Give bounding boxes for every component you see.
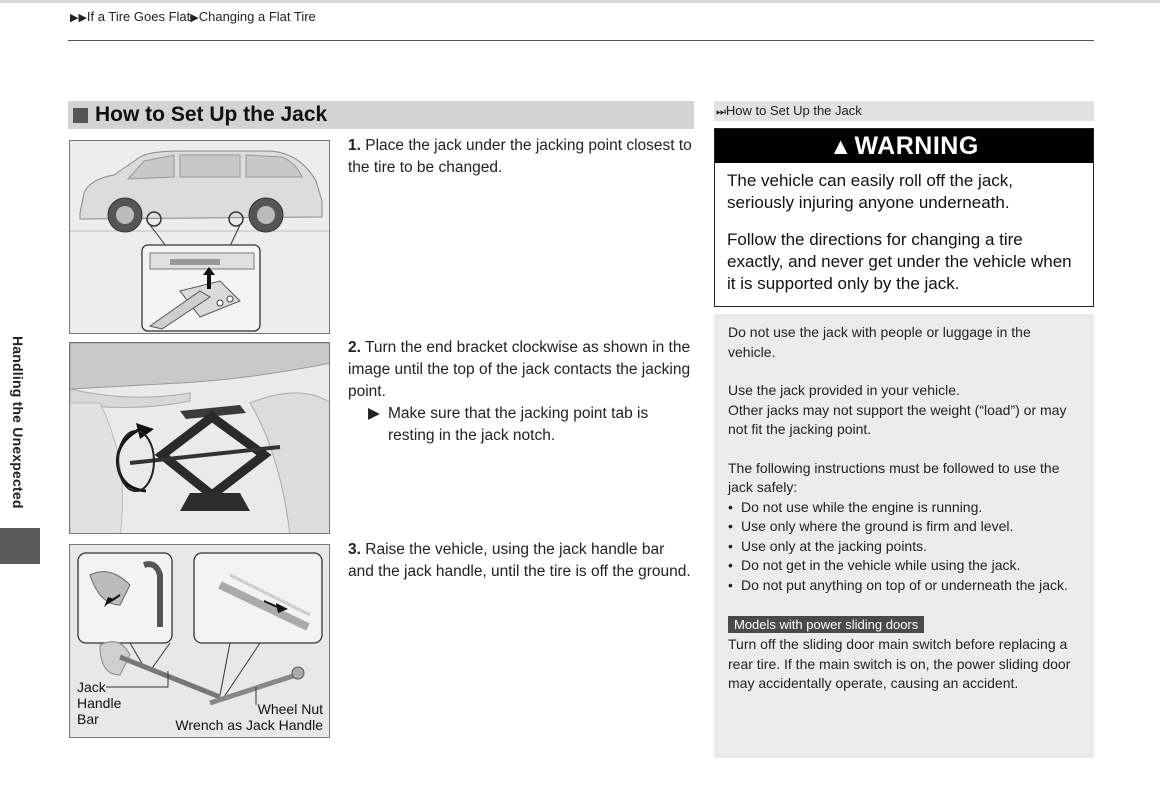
top-border bbox=[0, 0, 1160, 3]
note-body bbox=[714, 314, 1094, 758]
warning-box bbox=[714, 128, 1094, 307]
label-jack-handle-bar bbox=[77, 679, 121, 727]
side-tab-marker[interactable] bbox=[0, 528, 40, 564]
label-jack-handle-bar-line1: Jack bbox=[77, 679, 106, 695]
note-paragraph-2a: Use the jack provided in your vehicle. bbox=[728, 382, 960, 398]
note-paragraph-3: The following instructions must be followed to use the jack safely: bbox=[728, 459, 1060, 495]
breadcrumb-marker: ▶▶ bbox=[70, 12, 87, 24]
step-2 bbox=[348, 337, 693, 447]
label-jack-handle-bar-line3: Bar bbox=[77, 711, 99, 727]
note-header bbox=[714, 101, 1094, 121]
breadcrumb-link-flat-tire[interactable]: If a Tire Goes Flat bbox=[86, 9, 191, 24]
step-3-number: 3. bbox=[348, 541, 361, 558]
note-paragraph-2b: Other jacks may not support the weight (“load”) or may not fit the jacking point. bbox=[728, 401, 1067, 437]
step-1-number: 1. bbox=[348, 137, 361, 154]
step-2-subnote bbox=[368, 403, 693, 447]
section-header bbox=[68, 101, 694, 129]
safety-bullet-list bbox=[728, 498, 1080, 596]
step-2-number: 2. bbox=[348, 339, 361, 356]
breadcrumb-separator: ▶ bbox=[190, 12, 199, 24]
header-rule bbox=[68, 40, 1094, 41]
figure-jack-handle bbox=[69, 544, 330, 738]
car-jacking-point-illustration bbox=[70, 141, 330, 334]
warning-paragraph-2: Follow the directions for changing a tire exactly, and never get under the vehicle when it is supported only by the jack. bbox=[727, 230, 1072, 293]
figure-jacking-points bbox=[69, 140, 330, 334]
note-paragraph-1: Do not use the jack with people or luggage in the vehicle. bbox=[728, 324, 1031, 360]
note-header-title: How to Set Up the Jack bbox=[725, 103, 862, 118]
label-wheel-nut-wrench-line1: Wheel Nut bbox=[257, 701, 323, 717]
bullet-item: • Use only at the jacking points. bbox=[728, 537, 1080, 557]
breadcrumb-current: Changing a Flat Tire bbox=[198, 9, 316, 24]
jack-bracket-illustration bbox=[70, 343, 330, 534]
breadcrumb bbox=[70, 9, 316, 24]
side-tab-label: Handling the Unexpected bbox=[10, 336, 26, 509]
label-wheel-nut-wrench bbox=[175, 701, 323, 733]
note-paragraph-4: Turn off the sliding door main switch before replacing a rear tire. If the main switch is on, the power sliding door may accidentally operate, causing an accident. bbox=[728, 636, 1071, 691]
model-tag: Models with power sliding doors bbox=[728, 616, 924, 633]
step-2-text: Turn the end bracket clockwise as shown in the image until the top of the jack contacts the jacking point. bbox=[348, 339, 691, 400]
step-3-text: Raise the vehicle, using the jack handle bar and the jack handle, until the tire is off the ground. bbox=[348, 541, 691, 580]
section-square-icon bbox=[73, 108, 88, 123]
figure-jack-bracket bbox=[69, 342, 330, 534]
warning-paragraph-1: The vehicle can easily roll off the jack, seriously injuring anyone underneath. bbox=[727, 171, 1013, 212]
step-3 bbox=[348, 539, 693, 583]
warning-title: WARNING bbox=[854, 131, 979, 160]
subnote-arrow-icon: ▶ bbox=[368, 405, 380, 422]
note-marker-icon: ⏭ bbox=[716, 106, 726, 118]
section-title: How to Set Up the Jack bbox=[95, 103, 328, 126]
label-jack-handle-bar-line2: Handle bbox=[77, 695, 122, 711]
bullet-item: • Do not use while the engine is running. bbox=[728, 498, 1080, 518]
warning-title-bar bbox=[715, 129, 1093, 163]
label-wheel-nut-wrench-line2: Wrench as Jack Handle bbox=[175, 717, 323, 733]
warning-triangle-icon: ▲ bbox=[829, 132, 853, 159]
bullet-item: • Use only where the ground is firm and level. bbox=[728, 517, 1080, 537]
bullet-item: • Do not put anything on top of or underneath the jack. bbox=[728, 576, 1080, 596]
step-2-subnote-text: Make sure that the jacking point tab is resting in the jack notch. bbox=[388, 405, 649, 444]
step-1-text: Place the jack under the jacking point closest to the tire to be changed. bbox=[348, 137, 692, 176]
step-1 bbox=[348, 135, 693, 179]
bullet-item: • Do not get in the vehicle while using the jack. bbox=[728, 556, 1080, 576]
